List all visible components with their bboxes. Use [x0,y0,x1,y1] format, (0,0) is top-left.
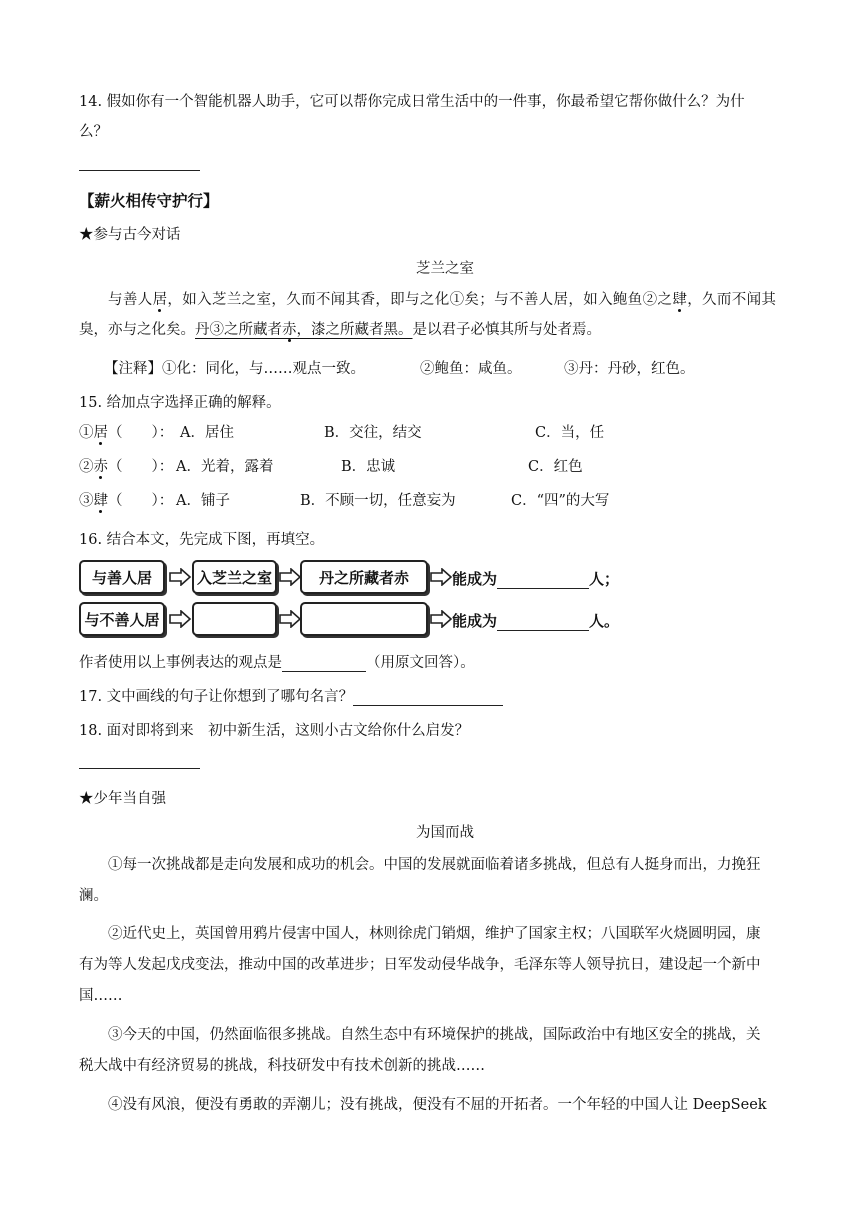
passage-2-p3-line1: ③今天的中国，仍然面临很多挑战。自然生态中有环境保护的挑战，国际政治中有地区安全的挑战，关 [108,1027,761,1043]
passage-2-p2-line1: ②近代史上，英国曾用鸦片侵害中国人，林则徐虎门销烟，维护了国家主权；八国联军火烧圆明园，康 [108,926,761,942]
dotted-char-chi: 赤 [282,322,297,338]
q15-item-2-option-a[interactable]: A．光着，露着 [176,459,274,475]
arrow-right-icon [278,610,302,628]
q15-item-2-option-b[interactable]: B．忠诚 [341,459,396,475]
answer-blank-14[interactable] [79,170,200,171]
q15-item-1-option-a[interactable]: A．居住 [180,425,234,441]
q15-item-3: ③肆（ ）： [79,493,174,509]
arrow-right-icon [168,610,192,628]
dotted-char-ju: 居 [152,292,168,308]
passage-2-p1-line1: ①每一次挑战都是走向发展和成功的机会。中国的发展就面临着诸多挑战，但总有人挺身而出，力挽狂 [108,857,761,873]
q15-item-2: ②赤（ ）： [79,459,174,475]
q16-answer-line: 作者使用以上事例表达的观点是 （用原文回答）。 [79,655,475,671]
answer-blank-16[interactable] [282,655,366,672]
arrow-right-icon [278,568,302,586]
passage-2-p2-line3: 国…… [79,988,123,1004]
question-14-line2: 么？ [79,124,108,140]
question-14-line1: 14. 假如你有一个智能机器人助手，它可以帮你完成日常生活中的一件事，你最希望它帮你做什么？为什 [79,94,745,110]
section-subtitle-1: ★参与古今对话 [79,227,181,243]
q15-item-3-option-b[interactable]: B．不顾一切，任意妄为 [300,493,456,509]
passage-2-p4-line1: ④没有风浪，便没有勇敢的弄潮儿；没有挑战，便没有不屈的开拓者。一个年轻的中国人让 DeepSeek [108,1097,767,1113]
flow-box-blank-2[interactable] [300,602,428,636]
answer-blank-17[interactable] [353,689,503,706]
flow-box-cinnabar-red: 丹之所藏者赤 [300,560,428,594]
annotation-2: ②鲍鱼：咸鱼。 [420,361,522,377]
answer-blank-18[interactable] [79,768,200,769]
flow-box-with-good: 与善人居 [79,560,165,594]
question-15-stem: 15. 给加点字选择正确的解释。 [79,395,281,411]
passage-title-2: 为国而战 [416,825,474,841]
passage-1-line1: 与善人居，如入芝兰之室，久而不闻其香，即与之化①矣；与不善人居，如入鲍鱼②之肆，久而不闻其 [108,292,777,308]
annotation-line: 【注释】①化：同化，与……观点一致。 [104,361,365,377]
q15-item-1: ①居（ ）： [79,425,174,441]
q15-item-3-option-a[interactable]: A．铺子 [176,493,230,509]
q15-item-1-option-b[interactable]: B．交往，结交 [324,425,422,441]
annotation-3: ③丹：丹砂，红色。 [564,361,695,377]
passage-2-p3-line2: 税大战中有经济贸易的挑战，科技研发中有技术创新的挑战…… [79,1058,485,1074]
passage-title-1: 芝兰之室 [416,261,474,277]
flow-box-zhilan-room: 入芝兰之室 [192,560,277,594]
underlined-sentence: 丹③之所藏者赤，漆之所藏者黑。 [195,322,413,338]
q15-item-1-option-c[interactable]: C．当，任 [535,425,605,441]
flow-blank-1[interactable] [497,570,589,589]
section-subtitle-2: ★少年当自强 [79,791,166,807]
arrow-right-icon [429,568,453,586]
dotted-char-si: 肆 [672,292,688,308]
flow-result-1: 能成为 人； [452,570,620,588]
passage-2-p2-line2: 有为等人发起戊戌变法，推动中国的改革进步；日军发动侵华战争，毛泽东等人领导抗日，建设起一个新中 [79,957,761,973]
flow-blank-2[interactable] [497,612,589,631]
passage-1-line2: 臭，亦与之化矣。丹③之所藏者赤，漆之所藏者黑。是以君子必慎其所与处者焉。 [79,322,601,338]
flow-result-2: 能成为 人。 [452,612,620,630]
question-17: 17. 文中画线的句子让你想到了哪句名言？ [79,685,503,706]
q15-item-3-option-c[interactable]: C．“四”的大写 [511,493,610,509]
question-16-stem: 16. 结合本文，先完成下图，再填空。 [79,532,325,548]
flow-box-with-bad: 与不善人居 [79,602,165,636]
section-title: 【薪火相传守护行】 [79,192,219,210]
passage-2-p1-line2: 澜。 [79,888,108,904]
arrow-right-icon [429,610,453,628]
question-18: 18. 面对即将到来 初中新生活，这则小古文给你什么启发？ [79,723,470,739]
arrow-right-icon [168,568,192,586]
flow-box-blank-1[interactable] [192,602,277,636]
q15-item-2-option-c[interactable]: C．红色 [528,459,583,475]
